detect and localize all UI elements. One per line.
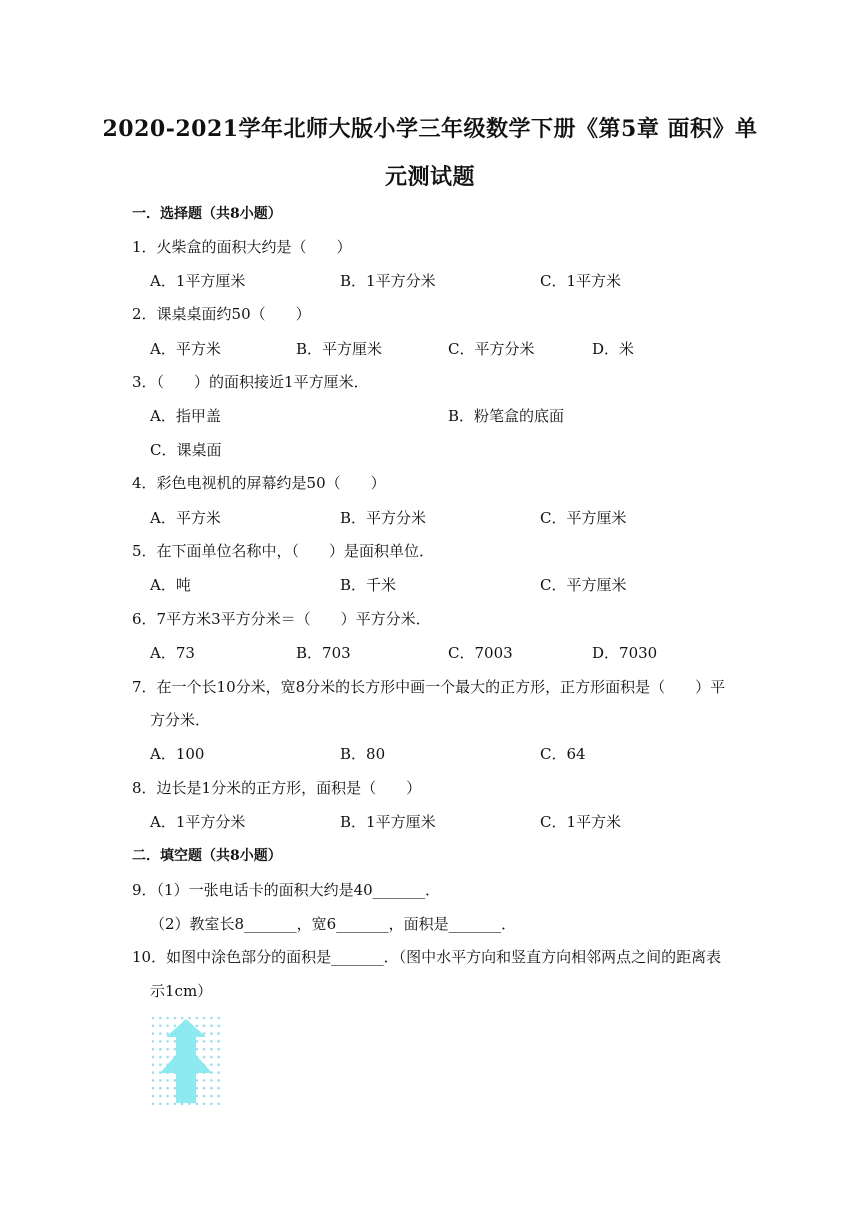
question-6-stem: 6．7平方米3平方分米＝（ ）平方分米． [132, 610, 431, 628]
grid-dot [210, 1095, 213, 1098]
grid-dot [217, 1103, 220, 1106]
question-3-option-a: A．指甲盖 [150, 407, 221, 425]
grid-dot [217, 1048, 220, 1051]
question-4-option-c: C．平方厘米 [540, 509, 627, 527]
grid-dot [174, 1079, 177, 1082]
section-heading-choice: 一．选择题（共8小题） [132, 206, 282, 222]
grid-dot [210, 1048, 213, 1051]
question-10-line1: 10．如图中涂色部分的面积是_______．（图中水平方向和竖直方向相邻两点之间的距离表 [132, 948, 722, 966]
grid-dot [166, 1056, 169, 1059]
grid-dot [159, 1017, 162, 1020]
grid-dot [210, 1056, 213, 1059]
question-8-option-b: B．1平方厘米 [340, 813, 436, 831]
grid-dot [152, 1103, 155, 1106]
grid-dot [159, 1032, 162, 1035]
question-5-option-c: C．平方厘米 [540, 576, 627, 594]
grid-dot [159, 1079, 162, 1082]
grid-dot [217, 1071, 220, 1074]
question-5-stem: 5．在下面单位名称中，（ ）是面积单位． [132, 542, 435, 560]
grid-dot [159, 1056, 162, 1059]
question-7-option-b: B．80 [340, 745, 386, 763]
grid-dot [166, 1040, 169, 1043]
question-2-option-d: D．米 [592, 340, 635, 358]
grid-dot [196, 1025, 199, 1028]
question-9-line1: 9．（1）一张电话卡的面积大约是40_______． [132, 881, 441, 899]
shaded-arrow-shape [160, 1019, 212, 1103]
grid-dot [174, 1048, 177, 1051]
question-4-option-b: B．平方分米 [340, 509, 427, 527]
grid-dot [152, 1025, 155, 1028]
question-3-stem: 3．（ ）的面积接近1平方厘米． [132, 373, 369, 391]
grid-dot [159, 1095, 162, 1098]
question-4-option-a: A．平方米 [150, 509, 221, 527]
grid-dot [217, 1079, 220, 1082]
question-7-option-c: C．64 [540, 745, 586, 763]
grid-dot [203, 1103, 206, 1106]
grid-dot [152, 1064, 155, 1067]
grid-dot [203, 1017, 206, 1020]
grid-dot [159, 1048, 162, 1051]
question-2-option-b: B．平方厘米 [296, 340, 383, 358]
question-2-option-a: A．平方米 [150, 340, 221, 358]
grid-dot [152, 1032, 155, 1035]
grid-dot [174, 1040, 177, 1043]
document-title-line2: 元测试题 [384, 164, 475, 190]
question-2-option-c: C．平方分米 [448, 340, 535, 358]
question-7-stem-line1: 7．在一个长10分米，宽8分米的长方形中画一个最大的正方形，正方形面积是（ ）平 [132, 678, 726, 696]
grid-dot [152, 1095, 155, 1098]
grid-dot [217, 1032, 220, 1035]
document-title-line1: 2020-2021学年北师大版小学三年级数学下册《第5章 面积》单 [102, 116, 758, 142]
grid-dot [210, 1079, 213, 1082]
grid-dot [210, 1025, 213, 1028]
grid-dot [159, 1025, 162, 1028]
question-7-stem-line2: 方分米． [150, 711, 211, 729]
grid-dot [210, 1032, 213, 1035]
grid-dot [203, 1025, 206, 1028]
grid-dot [217, 1064, 220, 1067]
grid-dot [174, 1017, 177, 1020]
grid-dot [181, 1017, 184, 1020]
grid-dot [217, 1095, 220, 1098]
grid-dot [203, 1087, 206, 1090]
grid-dot [166, 1025, 169, 1028]
question-8-option-c: C．1平方米 [540, 813, 622, 831]
grid-dot [217, 1087, 220, 1090]
grid-dot [152, 1040, 155, 1043]
grid-dot [159, 1087, 162, 1090]
question-4-stem: 4．彩色电视机的屏幕约是50（ ） [132, 474, 386, 492]
grid-dot [166, 1079, 169, 1082]
grid-dot [159, 1040, 162, 1043]
grid-dot [166, 1087, 169, 1090]
grid-dot [152, 1079, 155, 1082]
grid-dot [210, 1017, 213, 1020]
grid-dot [203, 1056, 206, 1059]
question-7-option-a: A．100 [150, 745, 205, 763]
grid-dot [152, 1048, 155, 1051]
question-6-option-a: A．73 [150, 644, 195, 662]
question-8-option-a: A．1平方分米 [150, 813, 246, 831]
question-3-option-c: C．课桌面 [150, 441, 222, 459]
grid-dot [159, 1103, 162, 1106]
grid-dot [188, 1017, 191, 1020]
grid-dot [174, 1025, 177, 1028]
grid-dot [166, 1095, 169, 1098]
grid-dot [203, 1079, 206, 1082]
grid-dot [174, 1095, 177, 1098]
question-6-option-d: D．7030 [592, 644, 658, 662]
question-6-option-b: B．703 [296, 644, 351, 662]
grid-dot [210, 1064, 213, 1067]
question-9-line2: （2）教室长8_______，宽6_______，面积是_______． [150, 915, 517, 933]
grid-dot [159, 1064, 162, 1067]
question-1-option-b: B．1平方分米 [340, 272, 436, 290]
question-3-option-b: B．粉笔盒的底面 [448, 407, 565, 425]
question-1-option-a: A．1平方厘米 [150, 272, 246, 290]
question-5-option-a: A．吨 [150, 576, 191, 594]
question-1-stem: 1．火柴盒的面积大约是（ ） [132, 238, 352, 256]
grid-dot [217, 1017, 220, 1020]
grid-dot [217, 1025, 220, 1028]
grid-dot [196, 1017, 199, 1020]
grid-dot [152, 1017, 155, 1020]
dot-grid-figure [150, 1015, 222, 1107]
question-2-stem: 2．课桌桌面约50（ ） [132, 305, 311, 323]
question-6-option-c: C．7003 [448, 644, 513, 662]
grid-dot [217, 1040, 220, 1043]
question-1-option-c: C．1平方米 [540, 272, 622, 290]
grid-dot [174, 1103, 177, 1106]
grid-dot [203, 1040, 206, 1043]
section-heading-fill-in: 二．填空题（共8小题） [132, 848, 282, 864]
grid-dot [210, 1103, 213, 1106]
grid-dot [152, 1056, 155, 1059]
grid-dot [166, 1103, 169, 1106]
grid-dot [166, 1017, 169, 1020]
grid-dot [152, 1087, 155, 1090]
question-8-stem: 8．边长是1分米的正方形，面积是（ ） [132, 779, 422, 797]
question-5-option-b: B．千米 [340, 576, 397, 594]
grid-dot [210, 1087, 213, 1090]
grid-dot [166, 1032, 169, 1035]
question-10-line2: 示1cm） [150, 982, 213, 1000]
grid-dot [217, 1056, 220, 1059]
grid-dot [203, 1048, 206, 1051]
grid-dot [152, 1071, 155, 1074]
grid-dot [174, 1087, 177, 1090]
grid-dot [166, 1048, 169, 1051]
grid-dot [203, 1095, 206, 1098]
grid-dot [210, 1040, 213, 1043]
